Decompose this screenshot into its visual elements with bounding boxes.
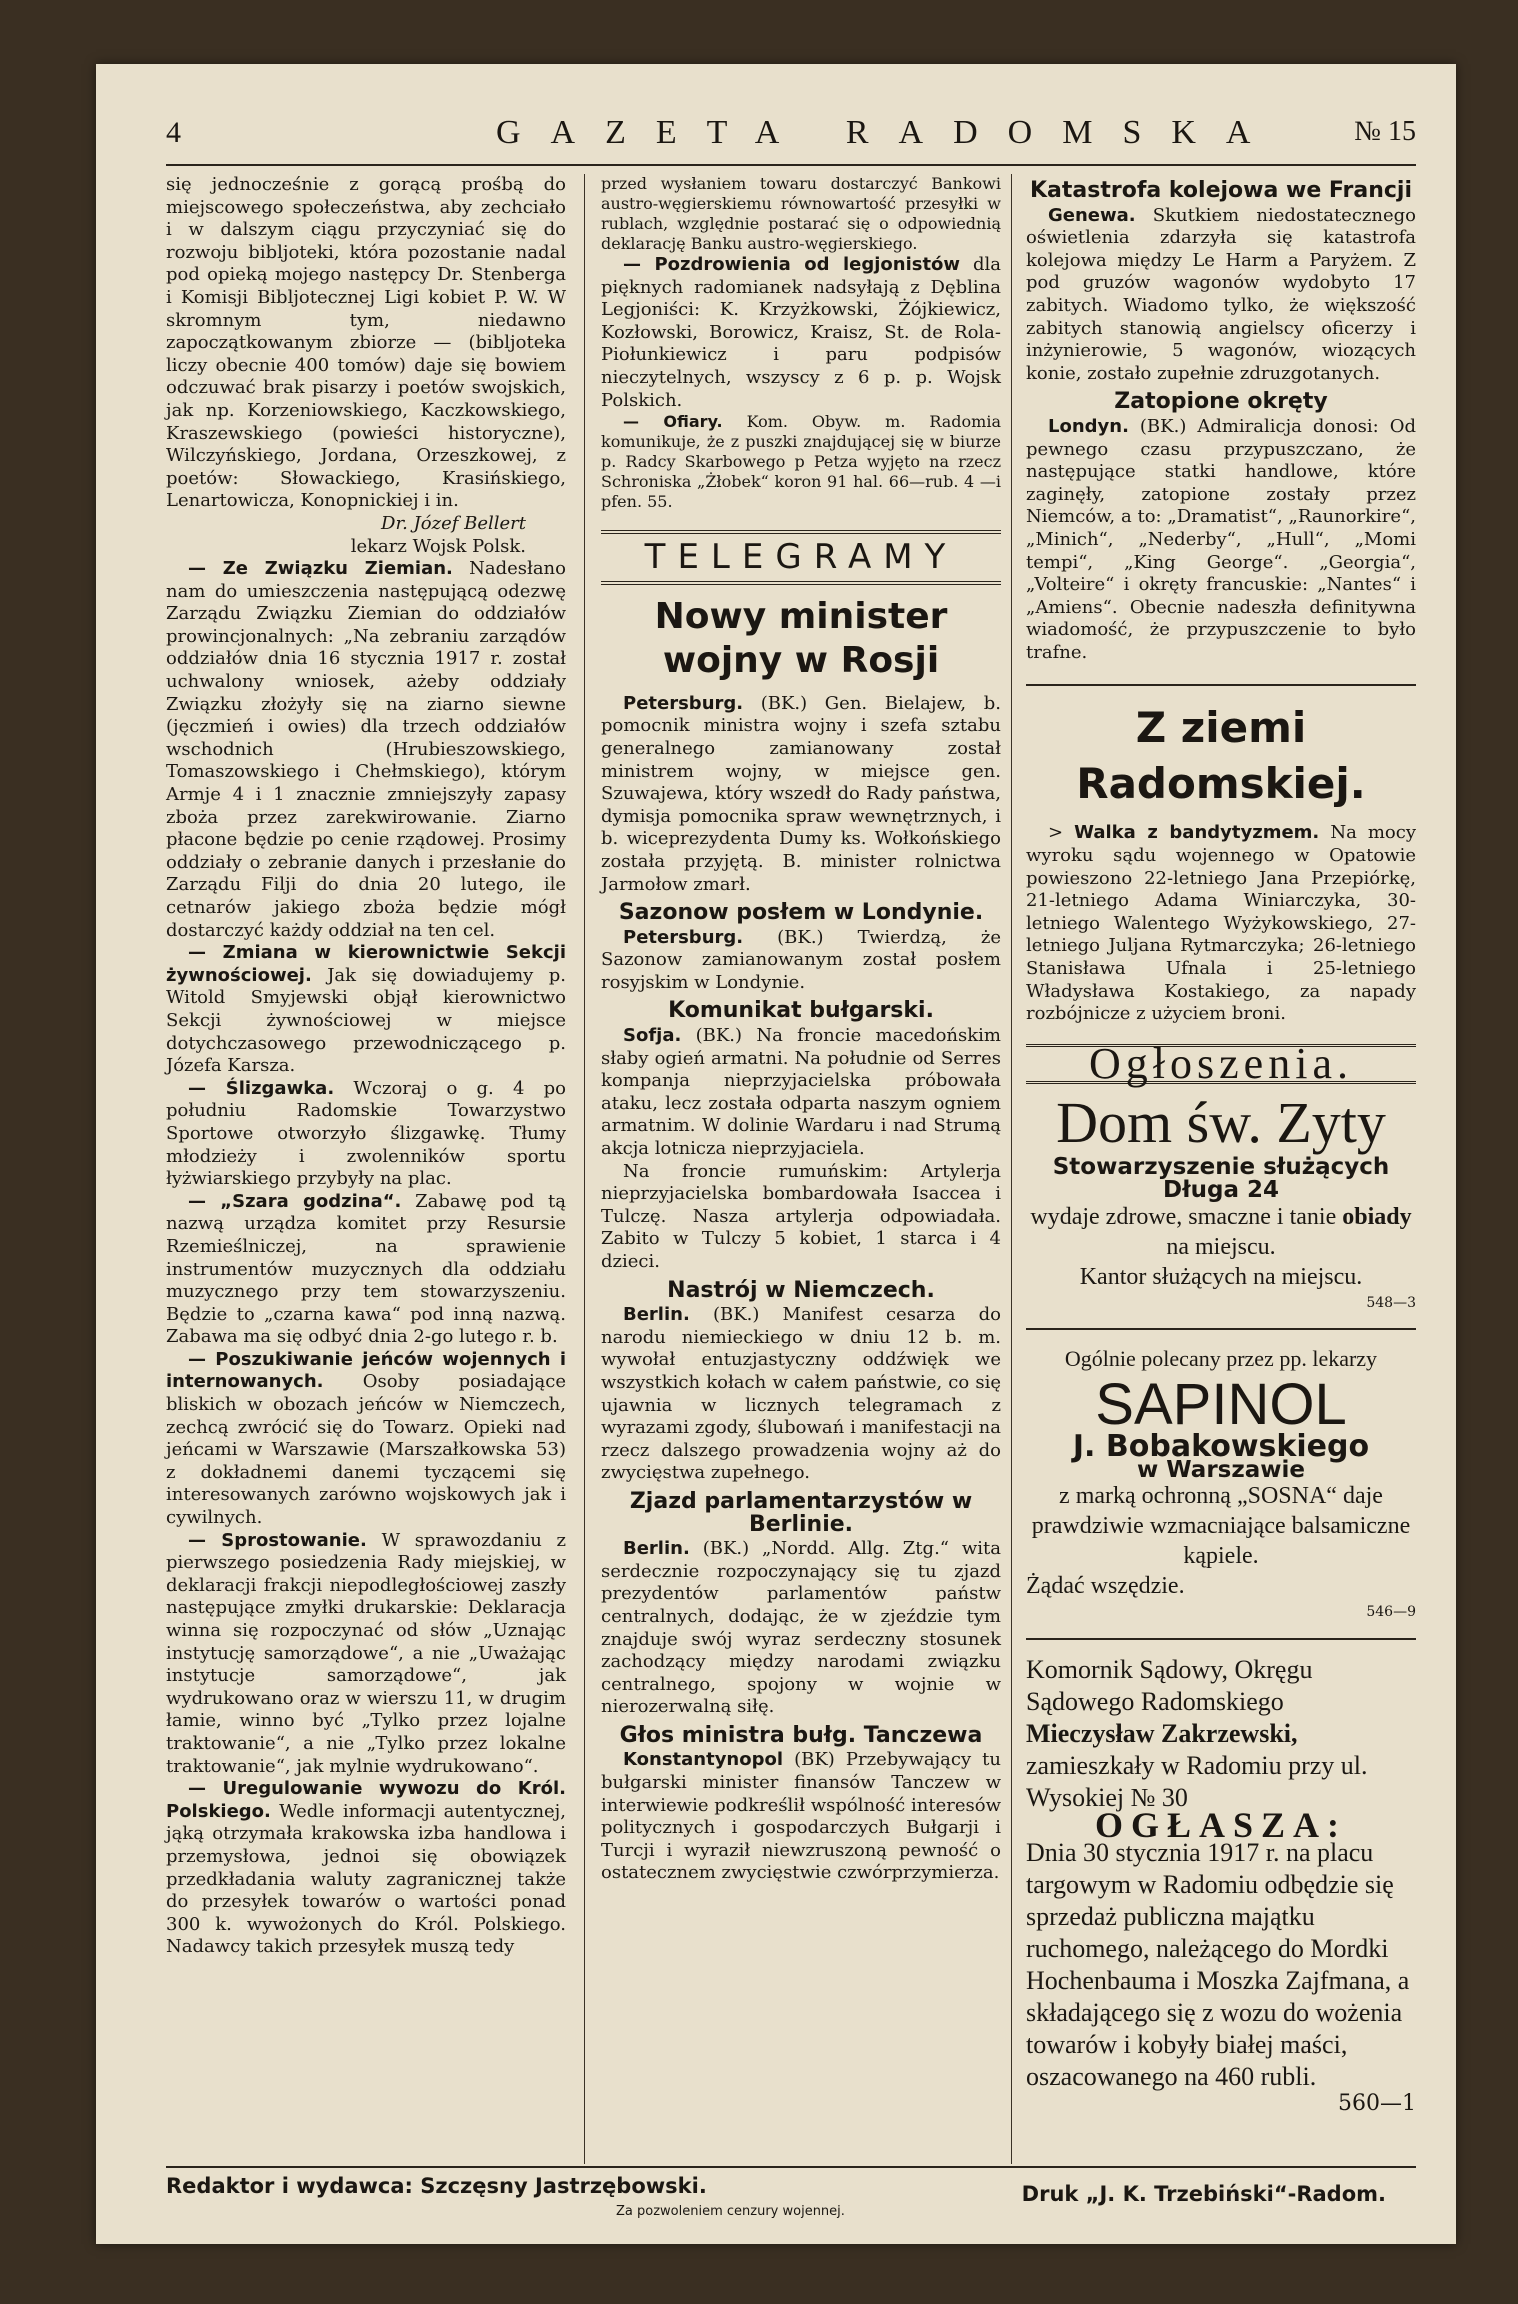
headline: Nowy minister wojny w Rosji xyxy=(654,595,948,681)
news-item xyxy=(1026,416,1416,665)
newspaper-title: GAZETA RADOMSKA xyxy=(496,114,1281,151)
dateline: Londyn. xyxy=(1048,415,1129,437)
advert-title: SAPINOL xyxy=(1095,1372,1347,1438)
telegrams-banner: TELEGRAMY xyxy=(601,530,1001,585)
dateline: Berlin. xyxy=(623,1304,690,1326)
dateline: Petersburg. xyxy=(623,692,744,714)
advert-line: Żądać wszędzie. xyxy=(1026,1573,1185,1600)
news-item: > Walka z bandytyzmem. Na mocy wyroku sądu wojennego w Opatowie powieszono 22-letniego Jana Przepiórkę, 21-letniego Adama Winiarczyka, 30-letniego Walentego Wyżykowskiego, 27-letniego Juljana Rytmarczyka; 26-letniego Stanisława Ufnala i 25-letniego Władysława Kostakiego, za napady rozbójnicze z użyciem broni. xyxy=(1026,822,1416,1025)
headline: Nastrój w Niemczech. xyxy=(667,1277,935,1303)
news-heading: — Sprostowanie. xyxy=(188,1529,367,1551)
column-rule xyxy=(584,174,585,2164)
news-text: (BK.) Gen. Bielajew, b. pomocnik ministra wojny i szefa sztabu generalnego zamianowany został ministrem wojny, w miejsce gen. Szuwajewa, który wszedł do Rady państwa, dymisja pomocnika spraw wewnętrznych, i b. wiceprezydenta Dumy ks. Wołkońskiego została przyjętą. B. minister rolnictwa Jarmołow zmarł. xyxy=(601,692,1001,895)
signature-title: lekarz Wojsk Polsk. xyxy=(350,535,526,557)
advert-komornik xyxy=(1026,1654,1416,2115)
news-item xyxy=(166,1530,566,1779)
news-text: dla pięknych radomianek nadsyłają z Dęblina Legjoniści: K. Krzyżkowski, Żójkiewicz, Kozłowski, Borowicz, Kraisz, St. de Rola-Piołunkiewicz i paru podpisów nieczytelnych, wszyscy z 6 p. p. Wojsk Polskich. xyxy=(601,254,1001,411)
advert-line: zamieszkały w Radomiu przy ul. Wysokiej № 30 xyxy=(1026,1750,1368,1812)
advert-text: Dnia 30 stycznia 1917 r. na placu targowym w Radomiu odbędzie się sprzedaż publiczna majątku ruchomego, należącego do Mordki Hochenbauma i Moszka Zajfmana, a składającego się z wozu do wożenia towarów i kobyły białej maści, oszacowanego na 460 rubli. xyxy=(1026,1837,1410,2091)
news-heading: — Pozdrowienia od legjonistów xyxy=(623,254,961,275)
news-text: (BK.) Admiralicja donosi: Od pewnego czasu przypuszczano, że następujące statki handlowe, które zaginęły, zatopione zostały przez Niemców, a to: „Dramatist“, „Raunorkire“, „Minich“, „Nederby“, „Hull“, „Momi tempi“, „King George“. „Georgia“, „Volteire“ i okręty francuskie: „Nantes“ i „Amiens“. Obecnie nadeszła definitywna wiadomość, że przypuszczenie to było trafne. xyxy=(1026,415,1416,663)
advert-text xyxy=(1026,1202,1416,1262)
news-item xyxy=(166,942,566,1078)
dateline: Konstantynopol xyxy=(623,1749,784,1771)
news-heading: — Zmiana w kierownictwie Sekcji żywnościowej. xyxy=(166,942,566,986)
news-heading: Walka z bandytyzmem. xyxy=(1074,822,1320,844)
advert-highlight: obiady xyxy=(1342,1203,1412,1230)
news-text: Kom. Obyw. m. Radomia komunikuje, że z puszki znajdującej się w biurze p. Radcy Skarbowego p Petza wyjęto na rzecz Schroniska „Żłobek“ koron 91 hal. 66—rub. 4 —i pfen. 55. xyxy=(601,412,1002,512)
column-rule xyxy=(1011,174,1012,2164)
advert-line: na miejscu. xyxy=(1166,1233,1276,1260)
dateline: Petersburg. xyxy=(623,926,744,948)
news-text: Skutkiem niedostatecznego oświetlenia zdarzyła się katastrofa kolejowa między Le Harm a Paryżem. Z pod gruzów wagonów wydobyto 17 zabitych. Wiadomo tylko, że większość zabitych stanowią angielscy oficerzy i inżynierowie, 5 wagonów, wiozących konie, zostało zupełnie zdruzgotanych. xyxy=(1026,204,1416,384)
news-text: W sprawozdaniu z pierwszego posiedzenia Rady miejskiej, w deklaracji frakcji niepodległościowej zaszły następujące zmyłki drukarskie: Deklaracja winna się rozpoczynać od słów „Uznając instytucję samorządowe“, a nie „Uważając instytucje samorządowe“, jak wydrukowano oraz w wierszu 11, w drugim łamie, winno być „Tylko przez lojalne traktowanie“, a nie „Tylko przez lokalne traktowanie“, jak mylnie wydrukowano“. xyxy=(166,1529,566,1777)
news-text: Zabawę pod tą nazwą urządza komitet przy Resursie Rzemieślniczej, na sprawienie instrumentów muzycznych dla oddziału muzycznego przy tem stowarzyszeniu. Będzie to „czarna kawa“ pod inną nazwą. Zabawa ma się odbyć dnia 2-go lutego r. b. xyxy=(166,1190,566,1348)
news-text: (BK.) Manifest cesarza do narodu niemieckiego w dniu 12 b. m. wywołał entuzjastyczny oddźwięk we wszystkich kołach w całem państwie, co się ujawnia w licznych telegramach z wyrazami zgody, ślubowań i manifestacji na rzecz dalszego prowadzenia wojny aż do zwycięstwa zupełnego. xyxy=(601,1304,1001,1484)
divider xyxy=(1026,1328,1416,1330)
news-item xyxy=(601,1304,1001,1485)
news-item xyxy=(601,412,1001,512)
advert-dom-sw-zyty xyxy=(1026,1090,1416,1314)
ads-heading: Ogłoszenia. xyxy=(1026,1044,1416,1085)
divider xyxy=(1026,1638,1416,1640)
news-heading: — Uregulowanie wywozu do Król. Polskiego. xyxy=(166,1778,566,1822)
dateline: Genewa. xyxy=(1048,204,1136,226)
advert-highlight: Mieczysław Zakrzewski, xyxy=(1026,1718,1298,1748)
headline: Sazonow posłem w Londynie. xyxy=(618,900,984,926)
advert-line: Ogólnie polecany przez pp. lekarzy xyxy=(1064,1346,1378,1372)
news-heading: — Ze Związku Ziemian. xyxy=(188,558,453,580)
advert-subtitle: J. Bobakowskiego xyxy=(1072,1429,1370,1465)
news-heading: — Ofiary. xyxy=(623,412,723,432)
dateline: Sofja. xyxy=(623,1025,682,1047)
news-text: Jak się dowiadujemy p. Witold Smyjewski objął kierownictwo Sekcji żywnościowej w miejsce dotychczasowego przewodniczącego p. Józefa Karsza. xyxy=(166,964,566,1077)
news-text: Na froncie rumuńskim: Artylerja nieprzyjacielska bombardowała Isaccea i Tulczę. Nasza artylerja odpowiadała. Zabito w Tulczy 5 kobiet, 1 starca i 4 dzieci. xyxy=(601,1160,1001,1272)
headline: Zjazd parlamentarzystów w Berlinie. xyxy=(629,1488,973,1537)
news-item xyxy=(166,1191,566,1349)
news-item xyxy=(601,1538,1001,1719)
news-item xyxy=(166,1349,566,1530)
news-item xyxy=(601,254,1001,412)
news-text: Nadesłano nam do umieszczenia następującą odezwę Zarządu Związku Ziemian do oddziałów prowincjonalnych: „Na zebraniu zarządów oddziałów dnia 16 stycznia 1917 r. został uchwalony wniosek, ażeby oddziały Związku złożyły się na ziarno siewne (jęczmień i owies) dla trzech oddziałów wschodnich (Hrubieszowskiego, Tomaszowskiego i Chełmskiego), którym Armje 4 i 1 znacznie zmniejszyły zapasy zboża przez zarekwirowanie. Ziarno płacone będzie po cenie rządowej. Prosimy oddziały o zebranie danych i przesłanie do Zarządu Filji do dnia 20 lutego, ile cetnarów jakiego zboża będzie mógł dostarczyć każdy oddział na ten cel. xyxy=(166,558,566,941)
advert-ref: 560—1 xyxy=(1338,2090,1416,2116)
advert-line: Komornik Sądowy, Okręgu Sądowego Radomskiego xyxy=(1026,1654,1313,1716)
news-text: (BK.) Na froncie macedońskim słaby ogień armatni. Na południe od Serres kompanja nieprzyjacielska próbowała ataku, lecz została odparta naszym ogniem armatnim. W dolinie Wardaru i nad Strumą akcja lotnicza nieprzyjaciela. xyxy=(601,1025,1001,1160)
news-heading: — „Szara godzina“. xyxy=(188,1190,402,1212)
advert-line: Kantor służących na miejscu. xyxy=(1079,1263,1363,1290)
news-text: (BK) Przebywający tu bułgarski minister finansów Tanczew w interwiewie podkreślił wspólność interesów politycznych i gospodarczych Bułgarji i Turcji i wyraził niewzruszoną pewność o ostatecznem zwycięstwie czwórprzymierza. xyxy=(601,1749,1001,1884)
masthead xyxy=(166,104,1416,166)
news-item xyxy=(166,1778,566,1959)
news-item xyxy=(601,1025,1001,1161)
news-text: (BK.) „Nordd. Allg. Ztg.“ wita serdecznie rozpoczynający się tu zjazd prezydentów parlamentów państw centralnych, dodając, że w zjeździe tym znajduje swój wyraz serdeczny stosunek zachodzący między narodami związku centralnego, spojony w wojnie w nierozerwalną siłę. xyxy=(601,1538,1001,1718)
advert-sapinol xyxy=(1026,1344,1416,1624)
news-item xyxy=(1026,205,1416,386)
news-text: Na mocy wyroku sądu wojennego w Opatowie powieszono 22-letniego Jana Przepiórkę, 21-letniego Adama Winiarczyka, 30-letniego Walentego Wyżykowskiego, 27-letniego Juljana Rytmarczyka; 26-letniego Stanisława Ufnala i 25-letniego Władysława Kostakiego, za napady rozbójnicze z użyciem broni. xyxy=(1026,822,1416,1025)
news-item xyxy=(166,1078,566,1191)
article-text: przed wysłaniem towaru dostarczyć Bankowi austro-węgierskiemu równowartość przesyłki w rublach, względnie postarać się o odpowiednią deklarację Banku austro-węgierskiego. xyxy=(601,174,1001,253)
printer-line: Druk „J. K. Trzebiński“-Radom. xyxy=(1021,2182,1386,2206)
editor-line: Redaktor i wydawca: Szczęsny Jastrzębowski. xyxy=(166,2174,707,2198)
advert-text: z marką ochronną „SOSNA“ daje prawdziwie wzmacniające balsamiczne kąpiele. xyxy=(1031,1483,1411,1570)
news-text: Osoby posiadające bliskich w obozach jeńców w Niemczech, zechcą zwrócić się do Towarz. Opieki nad jeńcami w Warszawie (Marszałkowska 53) z dokładnemi danemi tyczącemi się interesowanych zarówno wojskowych jak i cywilnych. xyxy=(166,1371,566,1529)
column-2 xyxy=(601,174,1001,1885)
advert-subtitle: w Warszawie xyxy=(1137,1456,1305,1483)
signature: Dr. Józef Bellert xyxy=(381,512,526,534)
news-item xyxy=(601,693,1001,896)
advert-ref: 548—3 xyxy=(1366,1294,1416,1311)
headline: Zatopione okręty xyxy=(1114,389,1328,415)
news-text: Wczoraj o g. 4 po południu Radomskie Towarzystwo Sportowe otworzyło ślizgawkę. Tłumy młodzieży i zwolenników sportu łyżwiarskiego przybyły na plac. xyxy=(166,1077,566,1190)
article-text: się jednocześnie z gorącą prośbą do miejscowego społeczeństwa, aby zechciało i w dalszym ciągu przyczyniać się do rozwoju bibljoteki, która pozostanie nadal pod opieką mojego następcy Dr. Stenberga i Komisji Bibljotecznej Ligi kobiet P. W. W skromnym tym, niedawno zapoczątkowanym zbiorze — (bibljoteka liczy obecnie 400 tomów) daje się bowiem odczuwać brak pisarzy i poetów swojskich, jak np. Korzeniowskiego, Kaczkowskiego, Kraszewskiego (powieści historyczne), Wilczyńskiego, Jordana, Orzeszkowej, z poetów: Słowackiego, Krasińskiego, Lenartowicza, Konopnickiej i in. xyxy=(166,174,566,512)
news-item xyxy=(601,1749,1001,1885)
advert-ref: 546—9 xyxy=(1366,1604,1416,1621)
headline: Katastrofa kolejowa we Francji xyxy=(1029,178,1412,203)
newspaper-page xyxy=(96,64,1456,2244)
headline: Głos ministra bułg. Tanczewa xyxy=(619,1722,983,1748)
footer xyxy=(166,2166,1416,2228)
advert-line: wydaje zdrowe, smaczne i tanie xyxy=(1030,1203,1337,1230)
section-heading: Z ziemi Radomskiej. xyxy=(1026,684,1416,812)
issue-number: № 15 xyxy=(1354,116,1416,147)
advert-subtitle: Stowarzyszenie służących Długa 24 xyxy=(1052,1154,1390,1203)
headline: Komunikat bułgarski. xyxy=(668,998,934,1024)
dateline: Berlin. xyxy=(623,1538,690,1560)
news-item xyxy=(601,927,1001,995)
censor-line: Za pozwoleniem cenzury wojennej. xyxy=(616,2204,845,2219)
advert-title: OGŁASZA: xyxy=(1094,1804,1348,1845)
news-text: (BK.) Twierdzą, że Sazonow zamianowanym został posłem rosyjskim w Londynie. xyxy=(601,926,1001,993)
news-heading: — Ślizgawka. xyxy=(188,1077,335,1099)
column-3 xyxy=(1026,174,1416,2115)
advert-title: Dom św. Zyty xyxy=(1056,1090,1386,1156)
advert-text xyxy=(1026,1654,1416,1814)
news-item xyxy=(166,558,566,942)
page-number: 4 xyxy=(166,116,181,149)
column-1 xyxy=(166,174,566,1959)
news-text: Wedle informacji autentycznej, jąką otrzymała krakowska izba handlowa i przemysłowa, jednoi się obowiązek przedkładania waluty zagranicznej także do przesyłek towarów o wartości ponad 300 k. wywożonych do Król. Polskiego. Nadawcy takich przesyłek muszą tedy xyxy=(166,1800,566,1958)
news-heading: — Poszukiwanie jeńców wojennych i internowanych. xyxy=(166,1348,566,1393)
